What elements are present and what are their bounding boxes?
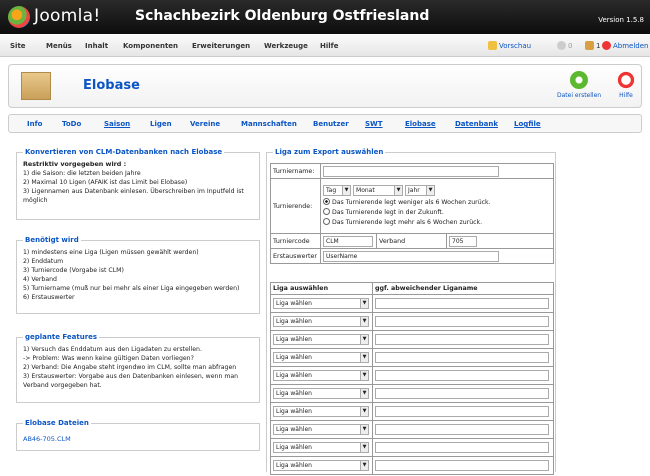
league-row [271,457,554,475]
radio-option-old[interactable]: Das Turnierende legt mehr als 6 Wochen zurück. [323,218,551,228]
export-legend: Liga zum Export auswählen [275,148,384,156]
league-select[interactable]: Liga wählen ▼ [273,334,369,345]
site-name: Schachbezirk Oldenburg Ostfriesland [135,8,430,24]
league-row [271,295,554,313]
league-row [271,367,554,385]
radio-button[interactable] [323,218,330,225]
convert-text: Restriktiv vorgegeben wird : 1) die Saison: die letzten beiden Jahre 2) Maximal 10 Ligen (AFAIK ist das Limit bei Elobase) 3) Ligennamen aus Datenbank einlesen. Überschreiben im Inputfeld ist möglich [23,160,244,204]
league-select[interactable]: Liga wählen ▼ [273,442,369,453]
league-select[interactable]: Liga wählen ▼ [273,388,369,399]
league-name-input[interactable] [375,370,549,381]
needed-text: 1) mindestens eine Liga (Ligen müssen gewählt werden) 2) Enddatum 3) Turniercode (Vorgabe ist CLM) 4) Verband 5) Turniername (muß nur bei mehr als einer Liga eingegeben werden) 6) Erstauswerter [23,249,240,301]
league-row [271,331,554,349]
league-row [271,313,554,331]
tab-vereine[interactable]: Vereine [190,120,221,128]
features-legend: geplante Features [25,333,98,341]
league-row [271,385,554,403]
league-select[interactable]: Liga wählen ▼ [273,406,369,417]
league-name-input[interactable] [375,442,549,453]
tab-info[interactable]: Info [27,120,43,128]
erstauswerter-input[interactable]: UserName [323,251,499,262]
needed-legend: Benötigt wird [25,236,79,244]
help-button[interactable]: Hilfe [617,71,635,99]
league-name-input[interactable] [375,298,549,309]
tab-datenbank[interactable]: Datenbank [455,120,498,128]
league-select[interactable]: Liga wählen ▼ [273,460,369,471]
convert-fieldset [16,148,260,220]
turniercode-input[interactable]: CLM [323,236,373,247]
day-select[interactable]: Tag ▼ [323,185,351,196]
league-name-input[interactable] [375,352,549,363]
version-label: Version 1.5.8 [598,16,644,24]
menu-menus[interactable]: Menüs [46,42,72,50]
message-icon [557,41,566,50]
league-name-input[interactable] [375,406,549,417]
turniername-input[interactable] [323,166,499,177]
league-select[interactable]: Liga wählen ▼ [273,298,369,309]
league-row [271,403,554,421]
preview-link[interactable]: Vorschau [488,41,531,50]
lifebuoy-icon [617,71,635,89]
verband-input[interactable]: 705 [449,236,477,247]
menu-components[interactable]: Komponenten [123,42,179,50]
league-select[interactable]: Liga wählen ▼ [273,316,369,327]
tab-mannschaften[interactable]: Mannschaften [241,120,297,128]
menu-tools[interactable]: Werkzeuge [264,42,308,50]
tab-todo[interactable]: ToDo [62,120,82,128]
tab-elobase[interactable]: Elobase [405,120,436,128]
erstauswerter-label: Erstauswerter [271,249,321,264]
joomla-logo-text: Joomla! [34,6,101,26]
needed-fieldset [16,236,260,314]
league-name-input[interactable] [375,388,549,399]
league-select[interactable]: Liga wählen ▼ [273,424,369,435]
league-select[interactable]: Liga wählen ▼ [273,370,369,381]
turniername-label: Turniername: [271,164,321,179]
tournament-form [270,163,554,264]
month-select[interactable]: Monat ▼ [353,185,403,196]
turnierende-label: Turnierende: [271,179,321,234]
league-row [271,421,554,439]
turniercode-label: Turniercode [271,234,321,249]
radio-option-future[interactable]: Das Turnierende legt in der Zukunft. [323,208,551,218]
admin-header [0,0,650,34]
col-name-header: ggf. abweichender Liganame [373,283,554,295]
menu-help[interactable]: Hilfe [320,42,339,50]
league-row [271,349,554,367]
verband-label: Verband [377,234,447,249]
league-name-input[interactable] [375,460,549,471]
page-title: Elobase [83,78,140,93]
users-count: 1 [585,41,600,50]
upload-icon [570,71,588,89]
messages-count[interactable]: 0 [557,41,572,50]
tab-logfile[interactable]: Logfile [514,120,541,128]
radio-button[interactable] [323,208,330,215]
radio-option-recent[interactable]: Das Turnierende legt weniger als 6 Wochen zurück. [323,198,551,208]
league-row [271,439,554,457]
league-table [270,282,554,475]
features-text: 1) Versuch das Enddatum aus den Ligadaten zu erstellen. -> Problem: Was wenn keine gültigen Daten vorliegen? 2) Verband: Die Angabe steht irgendwo im CLM, sollte man abfragen 3) Erstauswerter: Vorgabe aus den Datenbanken einlesen, wenn man Verband vorgegeben hat. [23,346,239,389]
box-icon [21,72,51,100]
tab-ligen[interactable]: Ligen [150,120,172,128]
col-liga-header: Liga auswählen [271,283,373,295]
radio-button[interactable] [323,198,330,205]
menu-site[interactable]: Site [10,42,26,50]
convert-legend: Konvertieren von CLM-Datenbanken nach Elobase [25,148,223,156]
menu-extensions[interactable]: Erweiterungen [192,42,251,50]
toolbar [8,64,642,108]
joomla-logo-icon [8,6,30,28]
elobase-file-link[interactable]: AB46-705.CLM [23,435,71,443]
tab-saison[interactable]: Saison [104,120,131,128]
tab-swt[interactable]: SWT [365,120,383,128]
tab-benutzer[interactable]: Benutzer [313,120,349,128]
league-name-input[interactable] [375,424,549,435]
users-icon [585,41,594,50]
league-name-input[interactable] [375,316,549,327]
logout-icon [602,41,611,50]
submenu [8,114,642,133]
create-file-button[interactable]: Datei erstellen [557,71,601,99]
league-name-input[interactable] [375,334,549,345]
files-legend: Elobase Dateien [25,419,89,427]
year-select[interactable]: Jahr ▼ [405,185,435,196]
preview-icon [488,41,497,50]
league-select[interactable]: Liga wählen ▼ [273,352,369,363]
menu-content[interactable]: Inhalt [85,42,109,50]
menu-bar [0,35,650,57]
files-fieldset [16,419,260,451]
features-fieldset [16,333,260,403]
logout-link[interactable]: Abmelden [602,41,649,50]
